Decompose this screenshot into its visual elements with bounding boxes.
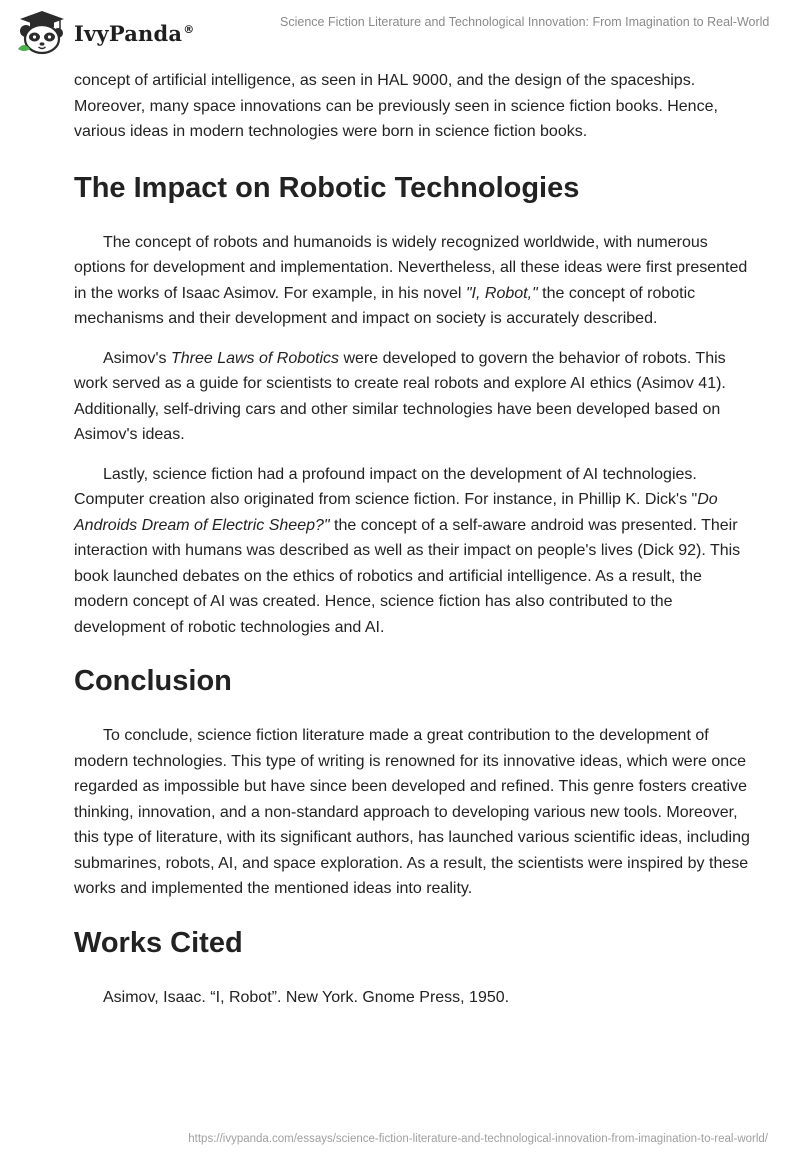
- conclusion-heading: Conclusion: [74, 665, 232, 697]
- robotics-p1-text-b: the concept of robotic mechanisms and their development and impact on society is accurately described.: [74, 284, 696, 327]
- robotics-paragraph-2: [74, 346, 754, 448]
- page-header: [0, 0, 800, 66]
- works-cited-heading: Works Cited: [74, 926, 243, 959]
- robotics-p3-text-b: the concept of a self-aware android was presented. Their interaction with humans was described as well as their impact on people's lives (Dick 92). This book launched debates on the ethics of robotics and artificial intelligence. As a result, the modern concept of AI was created. Hence, science fiction has also contributed to the development of robotic technologies and AI.: [74, 516, 741, 636]
- robotics-p2-title: Three Laws of Robotics: [170, 349, 340, 367]
- works-cited-entry: Asimov, Isaac. “I, Robot”. New York. Gnome Press, 1950.: [103, 988, 510, 1006]
- ivypanda-logo[interactable]: [16, 9, 194, 55]
- robotics-p3-title: Do Androids Dream of Electric Sheep?": [74, 491, 718, 534]
- document-title: Science Fiction Literature and Technological Innovation: From Imagination to Real-World: [280, 15, 770, 29]
- registered-mark: ®: [183, 22, 195, 36]
- robotics-p1-title: "I, Robot,": [465, 284, 538, 302]
- brand-name: IvyPanda®: [74, 20, 195, 46]
- panda-graduate-icon: [16, 9, 68, 55]
- robotics-heading: The Impact on Robotic Technologies: [74, 171, 580, 204]
- intro-continued-paragraph: concept of artificial intelligence, as seen in HAL 9000, and the design of the spaceships. Moreover, many space innovations can be previously seen in science fiction books. Hence, various ideas in modern technologies were born in science fiction books.: [74, 72, 718, 140]
- robotics-p3-text-a: Lastly, science fiction had a profound impact on the development of AI technologies. Computer creation also originated from science fiction. For instance, in Phillip K. Dick's ": [74, 465, 698, 508]
- robotics-paragraph-3: [74, 462, 754, 641]
- footer-source-url[interactable]: https://ivypanda.com/essays/science-fiction-literature-and-technological-innovation-from-imagination-to-real-world/: [188, 1133, 768, 1145]
- robotics-p2-text-a: Asimov's: [103, 349, 171, 367]
- robotics-paragraph-1: [74, 230, 754, 332]
- conclusion-paragraph: To conclude, science fiction literature made a great contribution to the development of modern technologies. This type of writing is renowned for its innovative ideas, which were once regarded as impossible but have since been developed and refined. This genre fosters creative thinking, innovation, and a non-standard approach to developing various new tools. Moreover, this type of literature, with its significant authors, has launched various scientific ideas, including submarines, robots, AI, and space exploration. As a result, the scientists were inspired by these works and implemented the mentioned ideas into reality.: [74, 727, 750, 897]
- robotics-p2-text-b: were developed to govern the behavior of robots. This work served as a guide for scientists to create real robots and explore AI ethics (Asimov 41). Additionally, self-driving cars and other similar technologies have been developed based on Asimov's ideas.: [74, 349, 726, 443]
- essay-body: [74, 68, 754, 1010]
- robotics-p1-text-a: The concept of robots and humanoids is widely recognized worldwide, with numerous options for development and implementation. Nevertheless, all these ideas were first presented in the works of Isaac Asimov. For example, in his novel: [74, 233, 748, 302]
